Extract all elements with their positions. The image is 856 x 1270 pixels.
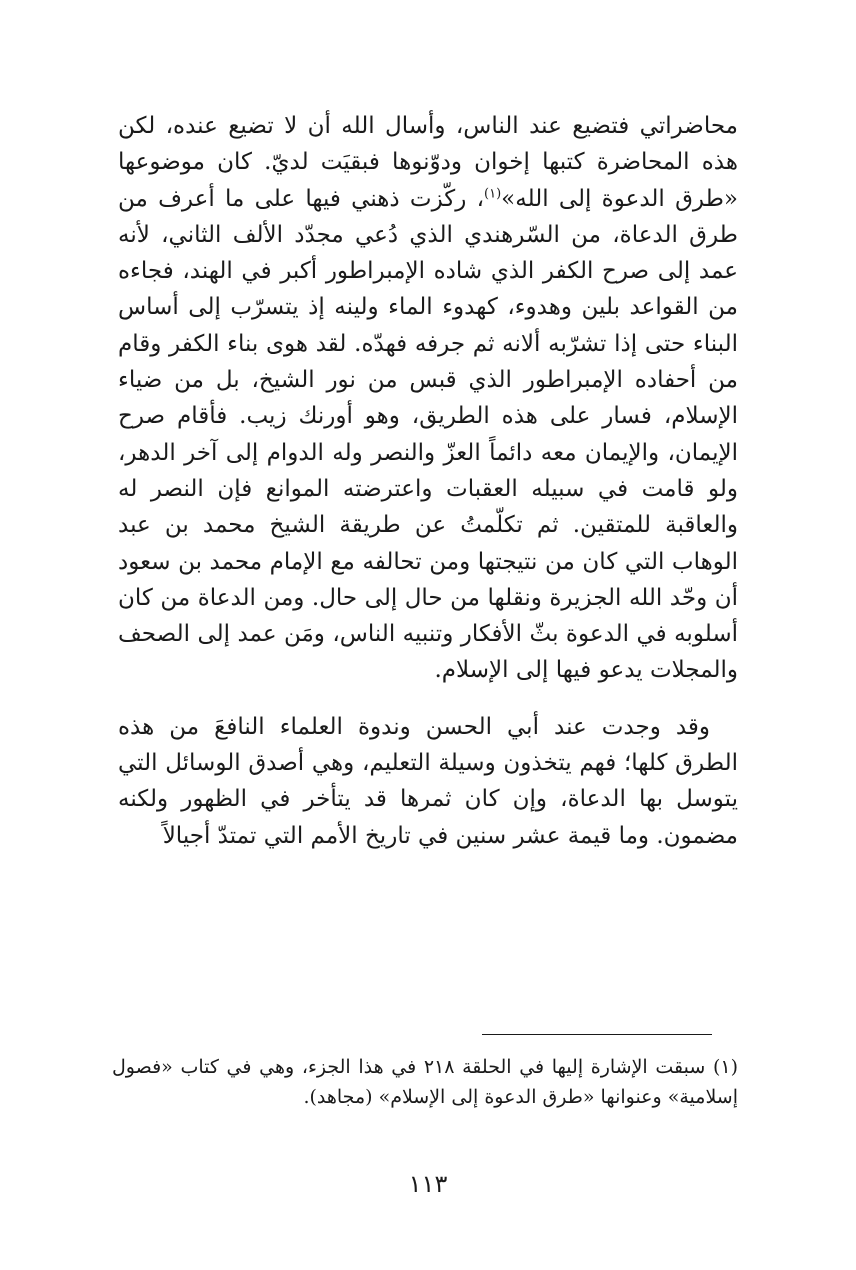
footnote-divider bbox=[482, 1034, 712, 1035]
paragraph-2: وقد وجدت عند أبي الحسن وندوة العلماء النافعَ من هذه الطرق كلها؛ فهم يتخذون وسيلة التعليم، وهي أصدق الوسائل التي يتوسل بها الدعاة، وإن كان ثمرها قد يتأخر في الظهور ولكنه مضمون. وما قيمة عشر سنين في تاريخ الأمم التي تمتدّ أجيالاً bbox=[118, 713, 738, 849]
page-number: ١١٣ bbox=[408, 1170, 448, 1198]
paragraph-1-start: محاضراتي فتضيع عند الناس، وأسال الله أن لا تضيع عنده، لكن هذه المحاضرة كتبها إخوان ودوّنوها فبقيَت لديّ. كان موضوعها «طرق الدعوة إلى الله» bbox=[118, 113, 738, 212]
paragraph-1-end: ، ركّزت ذهني فيها على ما أعرف من طرق الدعاة، من السّرهندي الذي دُعي مجدّد الألف الثاني، لأنه عمد إلى صرح الكفر الذي شاده الإمبراطور أكبر في الهند، فجاءه من القواعد بلين وهدوء، كهدوء الماء ولينه إذ يتسرّب إلى أساس البناء حتى إذا تشرّبه ألانه ثم جرفه فهدّه. لقد هوى بناء الكفر وقام من أحفاده الإمبراطور الذي قبس من نور الشيخ، بل من ضياء الإسلام، فسار على هذه الطريق، وهو أورنك زيب. فأقام صرح الإيمان، والإيمان معه دائماً العزّ والنصر وله الدوام إلى آخر الدهر، ولو قامت في سبيله العقبات واعترضته الموانع فإن النصر له والعاقبة للمتقين. ثم تكلّمتُ عن طريقة الشيخ محمد بن عبد الوهاب التي كان من نتيجتها ومن تحالفه مع الإمام محمد بن سعود أن وحّد الله الجزيرة ونقلها من حال إلى حال. ومن الدعاة من كان أسلوبه في الدعوة بثّ الأفكار وتنبيه الناس، ومَن عمد إلى الصحف والمجلات يدعو فيها إلى الإسلام. bbox=[118, 185, 739, 684]
paragraph-1 bbox=[118, 108, 738, 689]
main-text bbox=[118, 108, 738, 854]
footnotes bbox=[112, 1052, 738, 1112]
footnote-1: (١) سبقت الإشارة إليها في الحلقة ٢١٨ في هذا الجزء، وهي في كتاب «فصول إسلامية» وعنوانها «طرق الدعوة إلى الإسلام» (مجاهد). bbox=[112, 1056, 738, 1108]
footnote-reference[interactable]: (١) bbox=[484, 185, 502, 201]
